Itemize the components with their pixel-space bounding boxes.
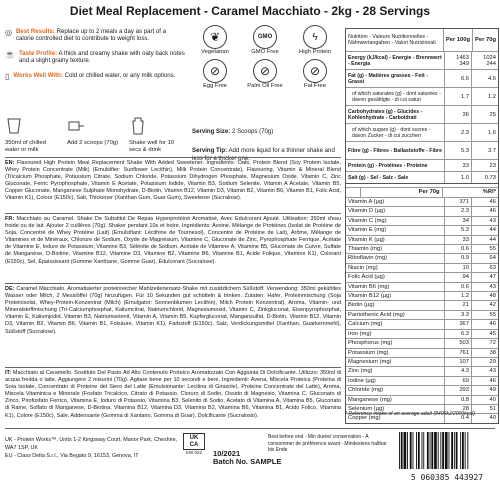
nutrition-row <box>346 142 498 160</box>
ingredients-en <box>5 160 341 211</box>
micronutrient-per70: 10 <box>445 263 472 272</box>
micronutrient-ri: 46 <box>472 198 499 207</box>
micronutrient-ri: 43 <box>472 367 499 376</box>
diet-icon-item <box>293 59 338 89</box>
glass-icon <box>5 117 23 135</box>
micronutrient-name: Vitamin A (µg) <box>346 198 445 207</box>
micronutrient-name: Magnesium (mg) <box>346 357 445 366</box>
nutrition-row <box>346 70 498 88</box>
serving-tip-value: Add more liquid for a thinner shake and less for a thicker one. <box>192 147 335 162</box>
micronutrient-name: Vitamin B6 (mg) <box>346 282 445 291</box>
gmo-icon: GMO <box>253 25 277 49</box>
micronutrient-name: Zinc (mg) <box>346 367 445 376</box>
barcode-bar <box>460 432 461 469</box>
micronutrient-per70: 503 <box>445 339 472 348</box>
micronutrient-per70: 28 <box>445 404 472 413</box>
eu-address: EU - Class Delta S.r.l., Via Begato 9, 16153, Genova, IT <box>5 453 139 459</box>
micronutrient-ri: 46 <box>472 320 499 329</box>
barcode-bar <box>462 432 464 469</box>
nutrition-row <box>346 172 498 184</box>
diet-icon-item <box>193 59 238 89</box>
micronutrient-row <box>346 282 498 291</box>
micronutrient-ri: 48 <box>472 292 499 301</box>
micronutrient-row <box>346 226 498 235</box>
micronutrient-row <box>346 301 498 310</box>
micronutrient-row <box>346 339 498 348</box>
divider <box>5 283 341 284</box>
batch-number: Batch No. SAMPLE <box>213 457 282 466</box>
macro-table <box>346 51 498 183</box>
footer-addresses <box>5 436 180 460</box>
barcode-bar <box>423 432 424 469</box>
fat-free-icon: ⊘ <box>303 59 327 83</box>
barcode-bar <box>438 432 439 469</box>
feature-taste <box>5 50 185 65</box>
micronutrient-row <box>346 320 498 329</box>
barcode-bar <box>434 432 437 469</box>
micronutrient-row <box>346 263 498 272</box>
preparation-steps <box>5 117 185 155</box>
barcode-bar <box>399 432 400 469</box>
barcode-bar <box>404 432 407 469</box>
diet-icons <box>190 25 340 89</box>
barcode-bar <box>410 432 412 469</box>
micronutrient-ri: 55 <box>472 310 499 319</box>
micronutrient-per70: 0.9 <box>445 254 472 263</box>
feature-heading: Taste Profile: <box>18 49 58 57</box>
serving-size <box>192 128 342 135</box>
micronutrient-per70: 0.4 <box>445 414 472 423</box>
nutrient-per70: 1024 244 <box>472 52 499 70</box>
nutrient-per100: 36 <box>445 106 472 124</box>
micronutrient-per70: 367 <box>445 320 472 329</box>
micronutrient-ri: 43 <box>472 282 499 291</box>
micronutrient-row <box>346 376 498 385</box>
barcode-bar <box>442 432 444 469</box>
micronutrient-per70: 33 <box>445 235 472 244</box>
micronutrient-row <box>346 198 498 207</box>
micronutrient-per70: 393 <box>445 386 472 395</box>
serving-size-value: 2 Scoops (70g) <box>231 128 274 135</box>
feature-list <box>5 28 185 81</box>
diet-label: High Protein <box>299 49 331 55</box>
micro-table <box>346 197 498 423</box>
nutrient-per70: 25 <box>472 106 499 124</box>
nutrient-name: of which sugars (g) - dont sucres - davon Zucker - di cui zuccheri <box>346 124 445 142</box>
micronutrient-row <box>346 292 498 301</box>
palm-oil-free-icon: ⊘ <box>253 59 277 83</box>
micro-header-per70: Per 70g <box>360 188 442 198</box>
micronutrient-name: Riboflavin (mg) <box>346 254 445 263</box>
nutrient-per100: 1.7 <box>445 88 472 106</box>
ukca-mark <box>183 433 205 455</box>
micronutrient-ri: 43 <box>472 216 499 225</box>
serving-size-label: Serving Size: <box>192 128 231 135</box>
micronutrient-per70: 34 <box>445 216 472 225</box>
micronutrient-row <box>346 310 498 319</box>
nutrient-name: Energy (kJ/kcal) - Energie - Brennwert - Energia <box>346 52 445 70</box>
micronutrient-ri: 40 <box>472 414 499 423</box>
nutrient-name: Protein (g) - Protéines - Proteine <box>346 160 445 172</box>
micronutrient-per70: 107 <box>445 357 472 366</box>
micronutrient-name: Selenium (µg) <box>346 404 445 413</box>
barcode-bar <box>431 432 433 469</box>
uk-address: UK - Protein Works™, Units 1-2 Kingsway Court, Manor Park, Cheshire, WA7 1SP, UK <box>5 437 178 451</box>
micronutrient-row <box>346 348 498 357</box>
nutrition-row <box>346 88 498 106</box>
micro-header-label <box>346 188 360 198</box>
barcode-bar <box>440 432 441 469</box>
language-code: IT: <box>5 370 12 376</box>
feature-heading: Works Well With: <box>13 71 63 79</box>
nutrition-row <box>346 160 498 172</box>
micronutrient-ri: 47 <box>472 273 499 282</box>
language-text: Macchiato au Caramel. Shake De Substitut De Repas Hyperprotéiné Aromatisé, Avec Édulcorant Ajouté. Utilisation: 350ml d'eau froide ou de lait. Ajouter 2 cuillères (70g). Shaker pendant 10s et boire. Ingrédients: Avoine, Mélange de Protéines (Isolat de Protéine de Soja, Concentré de Whey Protéine (Lait) (Émulsifiant: Lécithine de Tournesol), Concentré de Protéine de Lait), Arôme, Mélange de Vitamines et de Minéraux, Chlorure de Sodium, Oxyde de Magnésium, Vitamine C, Gluconate de Zinc, Pyrophosphate Ferrique, Acétate de Vitamine E, Iodure de Potassium, Vitamine B3, Sélénite de Sodium, Acétate de Vitamine A, Vitamine B5, Gluconate de Cuivre, Sulfate de Manganèse, D-Biotine, Vitamine B12, Vitamine D3, Vitamine B2, Vitamine B6, Vitamine B1, Acide Folique, Vitamine K1), Colorant (E150c), Sel, Épaississant (Gomme Xanthane, Gomme Guar), Édulcorant (Sucralose). <box>5 216 341 265</box>
diet-label: Palm Oil Free <box>247 83 283 89</box>
micronutrient-name: Biotin (µg) <box>346 301 445 310</box>
check-icon: ◎ <box>5 28 12 37</box>
diet-label: GMO Free <box>251 49 279 55</box>
language-code: EN: <box>5 160 15 166</box>
micronutrient-row <box>346 329 498 338</box>
micronutrient-row <box>346 386 498 395</box>
nutrition-row <box>346 52 498 70</box>
nutrient-per100: 1463 349 <box>445 52 472 70</box>
micronutrient-ri: 42 <box>472 301 499 310</box>
language-text: Caramel Macchiato. Aromatisierter proteinreicher Mahlzeitenersatz-Shake mit zusätzlichem Süßstoff. Verwendung: 350ml gekühltes Wasser oder Milch, 2 Messlöffel (70g) hinzufügen. Für 10 Sekunden gut schütteln & trinken. Zutaten: Hafer, Proteinmischung (Soja Proteinisolat, Whey-Protein-Konzentrat (Milch) (Emulgator: Sonnenblumen Lecithin), Milch Protein Konzentrat), Aroma, Vitamin- und Mineralstoffmischung (Tri-Calciumphosphat, Kaliumcitrat, Natriumchlorid, Magnesiumoxid, Vitamin C, Zinkgluconat, Eisenpyrophosphat, Vitamin E, Kaliumjodid, Vitamin B3, Natriumselenit, Vitamin A, Vitamin B5, Kupfergluconat, Mangansulfat, D-Biotin, Vitamin B12, Vitamin D3, Vitamin B2, Vitamin B6, Vitamin B1, Folsäure, Vitamin K1), Farbstoff (E150c), Salz, Verdickungsmittel (Xanthan, Guarkernmehl), Süßstoff (Sucralose). <box>5 286 341 335</box>
nutrient-per100: 5.3 <box>445 142 472 160</box>
micronutrient-ri: 44 <box>472 235 499 244</box>
micronutrient-ri: 63 <box>472 263 499 272</box>
divider <box>5 367 341 368</box>
micronutrient-ri: 55 <box>472 245 499 254</box>
footer-divider <box>5 428 495 429</box>
micronutrient-row <box>346 245 498 254</box>
micronutrient-per70: 371 <box>445 198 472 207</box>
nutrient-per100: 1.0 <box>445 172 472 184</box>
diet-icon-item <box>243 59 288 89</box>
micronutrient-name: Copper (mg) <box>346 414 445 423</box>
step-item <box>67 117 123 155</box>
language-code: FR: <box>5 216 15 222</box>
micronutrient-row <box>346 254 498 263</box>
diet-icon-item <box>193 25 238 55</box>
barcode-bar <box>401 432 403 469</box>
micronutrient-name: Vitamin C (mg) <box>346 216 445 225</box>
nutrient-name: Fat (g) - Matières grasses - Fett - Grassi <box>346 70 445 88</box>
micronutrient-per70: 4.3 <box>445 367 472 376</box>
nutrient-name: Carbohydrates (g) - Glucides - Kohlenhydrate - Carboidrati <box>346 106 445 124</box>
diet-label: Vegetarian <box>201 49 229 55</box>
barcode-bar <box>451 432 453 469</box>
micronutrient-name: Vitamin B12 (µg) <box>346 292 445 301</box>
barcode-bar <box>454 432 455 469</box>
feature-text: Replace up to 2 meals a day as part of a calorie controlled diet to contribute to weight loss. <box>15 28 167 43</box>
barcode-bar <box>467 432 468 469</box>
nutrient-name: Fibre (g) - Fibres - Ballaststoffe - Fibre <box>346 142 445 160</box>
micronutrient-per70: 0.6 <box>445 245 472 254</box>
micronutrient-ri: 44 <box>472 226 499 235</box>
micronutrient-row <box>346 216 498 225</box>
divider <box>5 157 341 158</box>
micronutrient-name: Vitamin D (µg) <box>346 207 445 216</box>
step-item <box>129 117 185 155</box>
micronutrient-row <box>346 367 498 376</box>
feature-heading: Best Results: <box>15 28 55 35</box>
micronutrient-name: Potassium (mg) <box>346 348 445 357</box>
micronutrient-row <box>346 395 498 404</box>
micronutrient-per70: 0.8 <box>445 395 472 404</box>
micronutrient-per70: 21 <box>445 301 472 310</box>
page-title: Diet Meal Replacement - Caramel Macchiato - 2kg - 28 Servings <box>69 4 431 18</box>
ingredients-panel <box>5 157 341 452</box>
nutrition-row <box>346 124 498 142</box>
ukca-code: KW 022 <box>185 450 202 455</box>
micronutrient-per70: 5.3 <box>445 226 472 235</box>
language-text: Flavoured High Protein Meal Replacement Shake With Added Sweetener. Ingredients: Oats, Protein Blend (Soy Protein Isolate, Whey Protein Concentrate (Milk) (Emulsifier: Sunflower Lecithin), Milk Protein Concentrate), Flavouring, Vitamin & Mineral Blend (Tricalcium Phosphate, Potassium Citrate, Sodium Chloride, Potassium Dihydrogen Phosphate, Magnesium Oxide, Vitamin C, Zinc Gluconate, Ferric Pyrophosphate, Vitamin E Acetate, Potassium Iodide, Vitamin B3, Sodium Selenite, Vitamin A Acetate, Vitamin B5, Copper Gluconate, Manganese Sulphate Monohydrate, D-Biotin, Vitamin B12, Vitamin D3, Vitamin B2, Vitamin B6, Vitamin B1, Folic Acid, Vitamin K1), Colour (E150c), Salt, Thickener (Xanthan Gum, Guar Gum), Sweetener (Sucralose). <box>5 160 341 202</box>
micronutrient-row <box>346 207 498 216</box>
barcode-bar <box>456 432 458 469</box>
micronutrient-ri: 51 <box>472 404 499 413</box>
barcode-bar <box>430 432 431 469</box>
step-item <box>5 117 61 155</box>
barcode-bar <box>465 432 466 469</box>
nutrient-per100: 2.3 <box>445 124 472 142</box>
barcode <box>395 432 499 482</box>
micronutrient-per70: 1.2 <box>445 292 472 301</box>
barcode-bar <box>418 432 420 469</box>
leaf-icon: ❦ <box>203 25 227 49</box>
nutrient-name: Salt (g) - Sel - Salz - Sale <box>346 172 445 184</box>
barcode-bar <box>445 432 448 469</box>
egg-free-icon: ⊘ <box>203 59 227 83</box>
ukca-top: UK <box>189 435 199 441</box>
nutrition-table <box>345 28 499 424</box>
protein-icon: ϟ <box>303 25 327 49</box>
nutrition-header-per70: Per 70g <box>473 29 498 51</box>
micronutrient-name: Thiamin (mg) <box>346 245 445 254</box>
nutrient-per70: 23 <box>472 160 499 172</box>
micronutrient-name: Chloride (mg) <box>346 386 445 395</box>
ukca-logo <box>183 433 205 450</box>
micro-header-ri: %RI* <box>442 188 498 198</box>
micronutrient-per70: 94 <box>445 273 472 282</box>
micronutrient-name: Iodine (µg) <box>346 376 445 385</box>
micronutrient-ri: 45 <box>472 329 499 338</box>
nutrient-name: of which saturates (g) - dont saturées - davon gesättigte - di cui saturi <box>346 88 445 106</box>
micronutrient-name: Iron (mg) <box>346 329 445 338</box>
micronutrient-name: Calcium (mg) <box>346 320 445 329</box>
step-caption: Shake well for 10 secs & drink <box>129 140 175 154</box>
nutrient-per70: 4.6 <box>472 70 499 88</box>
barcode-bar <box>407 432 408 469</box>
feature-text: A thick and creamy shake with oaty back notes and a slight grainy texture. <box>18 49 185 65</box>
micronutrient-name: Vitamin E (mg) <box>346 226 445 235</box>
micronutrient-per70: 2.3 <box>445 207 472 216</box>
diet-icon-item <box>293 25 338 55</box>
nutrition-row <box>346 106 498 124</box>
step-caption: 350ml of chilled water or milk <box>5 140 46 154</box>
ukca-bottom: CA <box>189 441 199 448</box>
diet-label: Fat Free <box>304 83 326 89</box>
micronutrient-per70: 69 <box>445 376 472 385</box>
divider <box>5 213 341 214</box>
nutrient-per70: 1.6 <box>472 124 499 142</box>
nutrient-per70: 1.2 <box>472 88 499 106</box>
micronutrient-name: Folic Acid (µg) <box>346 273 445 282</box>
barcode-number: 5 060385 443927 <box>410 473 484 482</box>
nutrient-per70: 0.73 <box>472 172 499 184</box>
micronutrient-ri: 64 <box>472 254 499 263</box>
language-text: Macchiato al Caramello. Sostituto Del Pasto Ad Alto Contenuto Proteico Aromatizzato Con Aggiunta Di Dolcificante. Utilizzo: 350ml di acqua fredda o latte. Aggiungere 2 misurini (70g). Agitare bene per 10 secondi e bere. Ingredienti: Avena, Miscela Proteica (Proteina di Soia Isolate, Concentrato di Proteine del Siero del Latte (Emulsionante: Lecitina di Girasole), Proteine Concentrate del Latte), Aroma, Miscela Vitaminica e Minerale (Fosfato Tricalcico, Citrato di Potassio, Cloruro di Sodio, Ossido di Magnesio, Vitamina C, Gluconato di Zinco, Pirofosfato Ferrico, Vitamina E, Ioduro di Potassio, Vitamina B3, Selenito di Sodio, Acetato di Vitamina A, Vitamina B5, Gluconato di Rame, Solfato di Manganese, D-Biotina, Vitamina B12, Vitamina D3, Vitamina B2, Vitamina B6, Vitamina B1, Acido Folico, Vitamina K1), Colore (E150c), Sale, Addensante (Gomma di Xantano, Gomma di Guar), Dolcificante (Sucralosio). <box>5 370 341 419</box>
language-code: DE: <box>5 286 15 292</box>
feature-text: Cold or chilled water, or any milk options. <box>64 71 176 79</box>
nutrition-header-label: Nutrition - Valeurs Nutritionnelles - Nährwertangaben - Valori Nutrizionali <box>348 33 436 46</box>
ingredients-de <box>5 286 341 365</box>
barcode-bar <box>416 432 417 469</box>
micronutrient-name: Manganese (mg) <box>346 395 445 404</box>
feature-works-with <box>5 72 185 81</box>
serving-tip-label: Serving Tip: <box>192 147 228 155</box>
nutrition-header-per100: Per 100g <box>443 29 472 51</box>
nutrient-per70: 3.7 <box>472 142 499 160</box>
nutrient-per100: 33 <box>445 160 472 172</box>
micronutrient-name: Pantothenic Acid (mg) <box>346 310 445 319</box>
step-caption: Add 2 scoops (70g) <box>67 140 119 146</box>
nutrient-per100: 6.6 <box>445 70 472 88</box>
micronutrient-ri: 72 <box>472 339 499 348</box>
milk-icon: ▯ <box>5 71 10 81</box>
micronutrient-row <box>346 357 498 366</box>
barcode-bars <box>395 432 499 469</box>
micronutrient-per70: 6.3 <box>445 329 472 338</box>
scoop-icon <box>67 117 85 135</box>
diet-icon-item <box>243 25 288 55</box>
micronutrient-ri: 46 <box>472 376 499 385</box>
micronutrient-name: Phosphorus (mg) <box>346 339 445 348</box>
barcode-bar <box>427 432 429 469</box>
feature-best-results <box>5 28 185 43</box>
micronutrient-ri: 29 <box>472 357 499 366</box>
micronutrient-ri: 49 <box>472 386 499 395</box>
micronutrient-name: Niacin (mg) <box>346 263 445 272</box>
micronutrient-ri: 38 <box>472 348 499 357</box>
shaker-icon <box>129 117 147 135</box>
micronutrient-row <box>346 273 498 282</box>
barcode-bar <box>449 432 450 469</box>
micronutrient-ri: 40 <box>472 395 499 404</box>
barcode-bar <box>413 432 414 469</box>
date-code: 10/2021 <box>213 449 241 458</box>
ingredients-fr <box>5 216 341 281</box>
micronutrient-name: Vitamin K (µg) <box>346 235 445 244</box>
nutrition-footnote: * Reference intake of an average adult (8400kJ/2000kcal) <box>345 411 475 417</box>
taste-icon: ☕ <box>5 49 15 59</box>
barcode-bar <box>422 432 423 469</box>
micronutrient-ri: 46 <box>472 207 499 216</box>
micronutrient-per70: 3.3 <box>445 310 472 319</box>
micronutrient-per70: 0.6 <box>445 282 472 291</box>
micronutrient-per70: 761 <box>445 348 472 357</box>
diet-label: Egg Free <box>203 83 227 89</box>
micronutrient-row <box>346 235 498 244</box>
best-before: Best before end - Min durée/ conservation - A consommer de préférence avant - Mindestens haltbar bis Ende <box>268 434 387 453</box>
